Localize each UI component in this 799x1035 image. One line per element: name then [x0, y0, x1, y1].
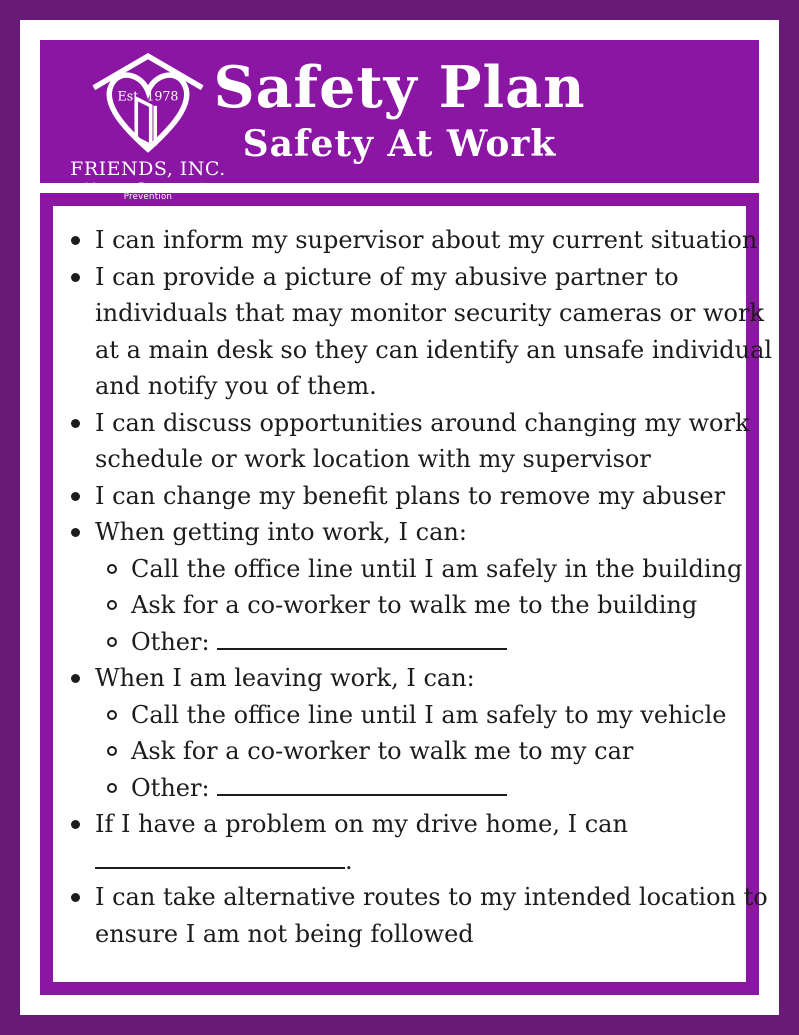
- header-banner: [40, 40, 759, 202]
- list-item: [61, 587, 740, 624]
- list-item-text: Other:: [131, 770, 740, 807]
- list-item-text: I can discuss opportunities around changing my work schedule or work location with my supervisor: [95, 408, 750, 473]
- list-item-text: Call the office line until I am safely in the building: [131, 554, 743, 583]
- page-title: Safety Plan: [213, 53, 586, 121]
- heart-house-logo-icon: [73, 48, 223, 160]
- circle-bullet-icon: [107, 770, 131, 807]
- circle-bullet-icon: [107, 733, 131, 770]
- bullet-icon: [71, 660, 95, 697]
- list-item: [61, 514, 740, 551]
- list-item-text: When getting into work, I can:: [95, 518, 467, 546]
- list-item-text: I can provide a picture of my abusive partner to individuals that may monitor security cameras or work at a main desk so they can identify an unsafe individual and notify you of them.: [95, 262, 773, 400]
- list-item-text: If I have a problem on my drive home, I can .: [95, 810, 628, 875]
- fill-in-blank-line: [217, 774, 507, 796]
- logo-tagline: Advocacy • Empowerment • Prevention: [83, 181, 213, 202]
- list-item-text: Ask for a co-worker to walk me to the building: [131, 591, 698, 619]
- list-item-text: I can change my benefit plans to remove my abuser: [95, 481, 726, 510]
- circle-bullet-icon: [107, 551, 131, 588]
- circle-bullet-icon: [107, 587, 131, 624]
- list-item-text: I can inform my supervisor about my current situation: [95, 226, 758, 254]
- friends-inc-logo: [62, 48, 234, 202]
- page-subtitle: Safety At Work: [242, 123, 557, 166]
- content-box: [40, 193, 773, 995]
- circle-bullet-icon: [107, 624, 131, 661]
- list-item: [61, 222, 758, 259]
- list-item: [61, 733, 740, 770]
- fill-in-blank-line: [217, 628, 507, 650]
- list-item-text: Call the office line until I am safely to my vehicle: [131, 700, 727, 729]
- list-item: [61, 259, 773, 405]
- bullet-icon: [71, 259, 95, 405]
- safety-list: [61, 222, 773, 952]
- list-item: [61, 879, 768, 952]
- bullet-icon: [71, 514, 95, 551]
- circle-bullet-icon: [107, 697, 131, 734]
- list-item-text: I can take alternative routes to my intended location to ensure I am not being followed: [95, 883, 768, 948]
- list-item: [61, 624, 740, 661]
- fill-in-blank-line: [95, 847, 345, 869]
- bullet-icon: [71, 222, 95, 259]
- list-item: [61, 806, 740, 879]
- bullet-icon: [71, 879, 95, 952]
- list-item: [61, 770, 740, 807]
- logo-org-name: FRIENDS, INC.: [70, 158, 226, 180]
- list-item: [61, 551, 743, 588]
- bullet-icon: [71, 806, 95, 879]
- list-item-text: Ask for a co-worker to walk me to my car: [131, 737, 634, 765]
- list-item: [61, 697, 740, 734]
- logo-est-year: Est. 1978: [117, 88, 179, 104]
- list-item: [61, 405, 750, 478]
- list-item-text: Other:: [131, 624, 740, 661]
- list-item-text: When I am leaving work, I can:: [95, 664, 475, 692]
- list-item: [61, 660, 740, 697]
- bullet-icon: [71, 405, 95, 478]
- list-item: [61, 478, 740, 515]
- bullet-icon: [71, 478, 95, 515]
